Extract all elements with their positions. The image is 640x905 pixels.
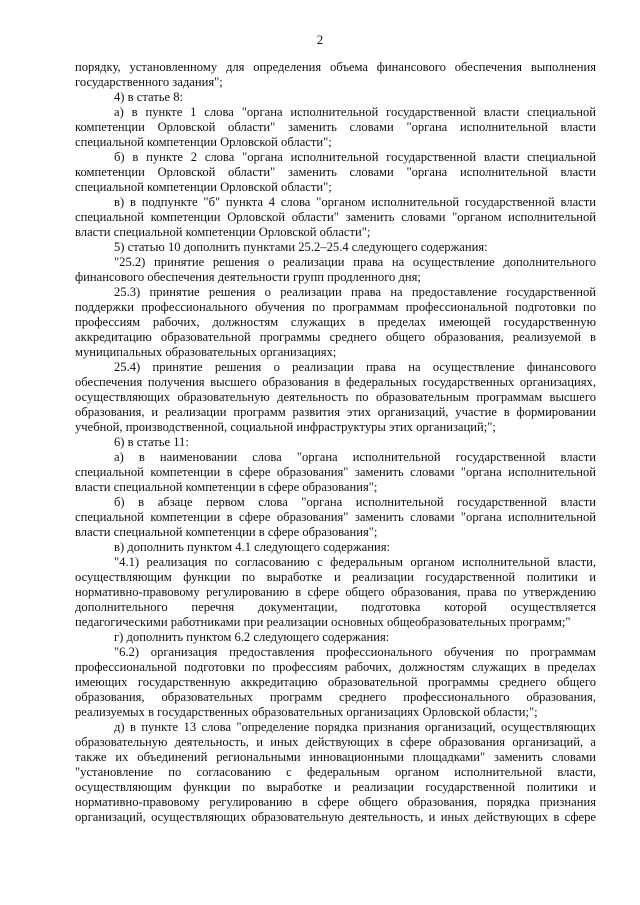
- text-line: организаций, осуществляющих образовательную деятельность, и иных действующих в сфере: [75, 810, 596, 824]
- text-line: 4) в статье 8:: [114, 90, 184, 104]
- text-line: учебной, производственной, социальной инфраструктуры этих организаций;";: [75, 420, 496, 434]
- text-line: "установление по согласованию с федеральным органом исполнительной власти,: [75, 765, 596, 779]
- text-line: нормативно-правовому регулированию в сфере общего образования, порядка признания: [75, 795, 596, 809]
- text-line: финансового обеспечения деятельности групп продленного дня;: [75, 270, 421, 284]
- text-line: муниципальных образовательных организациях;: [75, 345, 337, 359]
- text-line: а) в наименовании слова "органа исполнительной государственной власти: [114, 450, 596, 464]
- text-line: а) в пункте 1 слова "органа исполнительной государственной власти специальной: [114, 105, 596, 119]
- text-line: власти специальной компетенции Орловской области";: [75, 225, 371, 239]
- text-line: 25.3) принятие решения о реализации права на предоставление государственной: [114, 285, 596, 299]
- text-line: б) в пункте 2 слова "органа исполнительной государственной власти специальной: [114, 150, 596, 164]
- text-line: аккредитацию образовательной программы среднего общего образования, реализуемой в: [75, 330, 596, 344]
- text-line: власти специальной компетенции в сфере образования";: [75, 480, 378, 494]
- text-line: "25.2) принятие решения о реализации права на осуществление дополнительного: [114, 255, 596, 269]
- text-line: обеспечения получения высшего образования в федеральных государственных организациях,: [75, 375, 596, 389]
- text-line: "4.1) реализация по согласованию с федеральным органом исполнительной власти,: [114, 555, 596, 569]
- text-line: осуществляющим функции по выработке и реализации государственной политики и: [75, 570, 596, 584]
- text-line: профессиям рабочих, должностям служащих в пределах имеющей государственную: [75, 315, 596, 329]
- text-line: г) дополнить пунктом 6.2 следующего содержания:: [114, 630, 390, 644]
- text-line: компетенции Орловской области" заменить словами "органа исполнительной власти: [75, 120, 596, 134]
- text-line: осуществляющим функции по выработке и реализации государственной политики и: [75, 780, 596, 794]
- text-line: образования, образовательных программ среднего профессионального образования,: [75, 690, 596, 704]
- text-line: специальной компетенции Орловской области" заменить словами "органом исполнительной: [75, 210, 596, 224]
- text-line: педагогическими работниками при реализации основных общеобразовательных программ;": [75, 615, 571, 629]
- text-line: 25.4) принятие решения о реализации права на осуществление финансового: [114, 360, 596, 374]
- text-line: государственного задания";: [75, 75, 223, 89]
- text-line: дополнительного перечня документации, подготовка которой осуществляется: [75, 600, 596, 614]
- text-line: в) в подпункте "б" пункта 4 слова "органом исполнительной государственной власти: [114, 195, 596, 209]
- text-line: в) дополнить пунктом 4.1 следующего содержания:: [114, 540, 391, 554]
- text-line: д) в пункте 13 слова "определение порядка признания организаций, осуществляющих: [114, 720, 596, 734]
- text-line: специальной компетенции Орловской области";: [75, 180, 332, 194]
- text-line: нормативно-правовому регулированию в сфере общего образования, права по утверждению: [75, 585, 596, 599]
- text-line: также их объединений региональными инновационными площадками" заменить словами: [75, 750, 596, 764]
- text-line: компетенции Орловской области" заменить словами "органа исполнительной власти: [75, 165, 596, 179]
- text-line: власти специальной компетенции в сфере образования";: [75, 525, 378, 539]
- text-line: 5) статью 10 дополнить пунктами 25.2–25.4 следующего содержания:: [114, 240, 488, 254]
- text-line: специальной компетенции в сфере образования" заменить словами "органа исполнительной: [75, 510, 596, 524]
- text-line: образовательную деятельность, и иных действующих в сфере образования организаций, а: [75, 735, 596, 749]
- text-line: специальной компетенции Орловской области";: [75, 135, 332, 149]
- text-line: осуществляющих образовательную деятельность по образовательным программам высшего: [75, 390, 596, 404]
- text-line: профессиональной подготовки по профессиям рабочих, должностям служащих в пределах: [75, 660, 596, 674]
- text-line: реализуемых в государственных образовательных организациях Орловской области;";: [75, 705, 538, 719]
- text-line: 6) в статье 11:: [114, 435, 189, 449]
- text-line: образования, и реализации программ развития этих организаций, участие в формировании: [75, 405, 596, 419]
- text-line: поддержки профессионального обучения по программам профессиональной подготовки по: [75, 300, 596, 314]
- text-line: б) в абзаце первом слова "органа исполнительной государственной власти: [114, 495, 596, 509]
- page-number: 2: [316, 32, 324, 47]
- text-line: имеющих государственную аккредитацию образовательной программы среднего общего: [75, 675, 596, 689]
- text-line: "6.2) организация предоставления профессионального обучения по программам: [114, 645, 596, 659]
- text-line: специальной компетенции в сфере образования" заменить словами "органа исполнительной: [75, 465, 596, 479]
- text-line: порядку, установленному для определения объема финансового обеспечения выполнения: [75, 60, 596, 74]
